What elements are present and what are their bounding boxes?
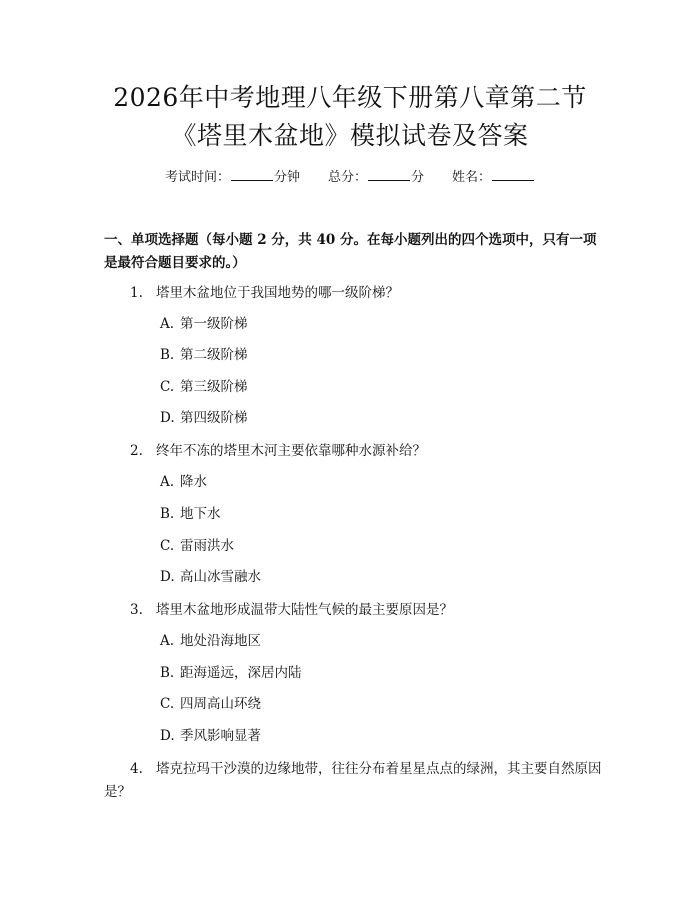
score-label: 总分：: [327, 170, 367, 185]
question-1-option-c: C. 第三级阶梯: [160, 379, 248, 395]
question-4: [104, 758, 604, 804]
exam-title-line-1: 2026年中考地理八年级下册第八章第二节: [113, 83, 587, 112]
time-label: 考试时间：: [164, 170, 230, 185]
question-3-option-d: D. 季风影响显著: [160, 728, 261, 744]
question-3: [104, 599, 604, 622]
time-blank: [231, 168, 273, 181]
question-1: [104, 282, 604, 305]
question-3-option-b: B. 距海遥远，深居内陆: [160, 665, 302, 681]
question-number: 1.: [130, 285, 143, 301]
time-unit: 分钟: [273, 170, 300, 185]
question-2-option-a: A. 降水: [160, 474, 207, 490]
question-2-option-c: C. 雷雨洪水: [160, 538, 234, 554]
score-blank: [368, 168, 410, 181]
question-stem: 塔里木盆地形成温带大陆性气候的最主要原因是？: [156, 602, 453, 618]
question-3-option-a: A. 地处沿海地区: [160, 633, 261, 649]
section-heading: 一、单项选择题（每小题 2 分，共 40 分。在每小题列出的四个选项中，只有一项是最符合题目要求的。）: [104, 232, 597, 271]
question-1-option-b: B. 第二级阶梯: [160, 347, 248, 363]
name-label: 姓名：: [452, 170, 492, 185]
exam-title-line-2: 《塔里木盆地》模拟试卷及答案: [171, 121, 529, 150]
question-number: 2.: [130, 443, 143, 459]
question-1-option-d: D. 第四级阶梯: [160, 410, 248, 426]
question-stem: 塔里木盆地位于我国地势的哪一级阶梯？: [156, 285, 399, 301]
name-blank: [492, 168, 534, 181]
question-2-option-d: D. 高山冰雪融水: [160, 569, 261, 585]
question-3-option-c: C. 四周高山环绕: [160, 696, 261, 712]
question-number: 4.: [130, 761, 143, 777]
exam-meta-line: [0, 168, 700, 187]
question-2-option-b: B. 地下水: [160, 506, 221, 522]
question-number: 3.: [130, 602, 143, 618]
question-2: [104, 440, 604, 463]
score-unit: 分: [411, 170, 425, 185]
question-stem: 终年不冻的塔里木河主要依靠哪种水源补给？: [156, 443, 426, 459]
question-stem: 塔克拉玛干沙漠的边缘地带，往往分布着星星点点的绿洲，其主要自然原因是？: [104, 761, 602, 800]
question-1-option-a: A. 第一级阶梯: [160, 316, 248, 332]
